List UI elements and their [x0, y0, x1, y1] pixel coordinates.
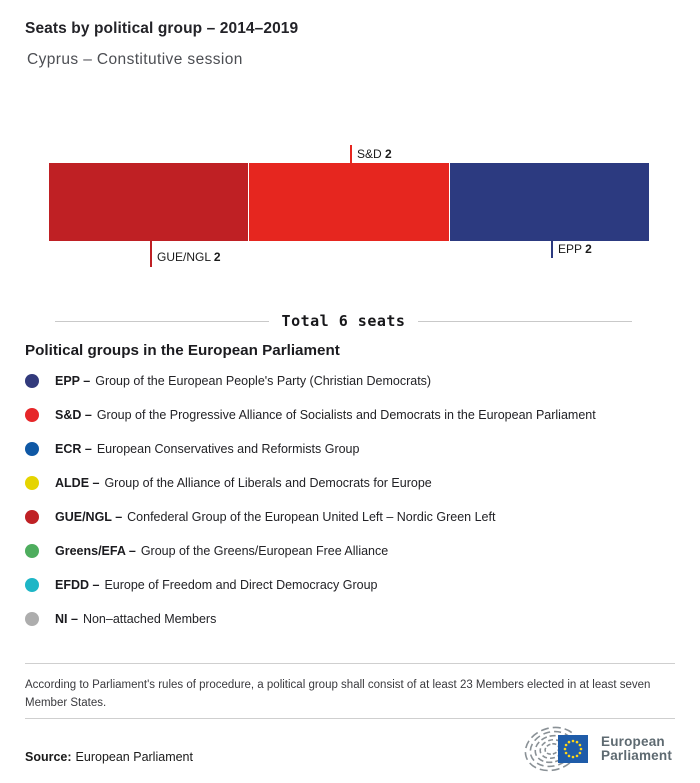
legend-list	[25, 364, 685, 636]
epp-callout-tick	[551, 241, 553, 258]
alde-color-dot-icon	[25, 476, 39, 490]
flourish-line-left	[55, 321, 269, 322]
legend-item-text: S&D – Group of the Progressive Alliance of Socialists and Democrats in the European Parliament	[55, 408, 596, 422]
epp-group-name: EPP	[558, 242, 582, 256]
legend-item-text: NI – Non–attached Members	[55, 612, 217, 626]
legend-item-text: GUE/NGL – Confederal Group of the European United Left – Nordic Green Left	[55, 510, 496, 524]
footnote-text: According to Parliament's rules of procedure, a political group shall consist of at least 23 Members elected in at least seven Member States.	[25, 679, 651, 710]
legend-item-text: EFDD – Europe of Freedom and Direct Democracy Group	[55, 578, 378, 592]
legend-item-greens-efa	[25, 534, 685, 568]
gue-ngl-callout-tick	[150, 241, 152, 267]
legend-item-alde	[25, 466, 685, 500]
sd-color-dot-icon	[25, 408, 39, 422]
page-title: Seats by political group – 2014–2019	[25, 20, 299, 37]
sd-group-name: S&D	[357, 147, 382, 161]
ep-logo-line2: Parliament	[601, 748, 673, 763]
ep-logo-text	[601, 735, 672, 763]
legend-heading: Political groups in the European Parliament	[25, 342, 340, 359]
source-line	[25, 750, 193, 764]
sd-callout-tick	[350, 145, 352, 163]
flourish-line-right	[418, 321, 632, 322]
ni-color-dot-icon	[25, 612, 39, 626]
source-value: European Parliament	[75, 750, 193, 764]
bar-segment-epp	[449, 163, 649, 241]
legend-item-sd	[25, 398, 685, 432]
gue-ngl-color-dot-icon	[25, 510, 39, 524]
source-label: Source:	[25, 750, 72, 764]
page-subtitle: Cyprus – Constitutive session	[27, 51, 243, 68]
ecr-color-dot-icon	[25, 442, 39, 456]
sd-seat-count: 2	[385, 147, 392, 161]
total-seats-row	[55, 312, 632, 330]
bar-segment-sd	[248, 163, 448, 241]
eu-flag-icon	[558, 735, 588, 763]
legend-item-ni	[25, 602, 685, 636]
legend-item-efdd	[25, 568, 685, 602]
legend-item-ecr	[25, 432, 685, 466]
bar-segment-gue-ngl	[49, 163, 248, 241]
legend-item-epp	[25, 364, 685, 398]
epp-callout-label	[558, 242, 592, 256]
greens-efa-color-dot-icon	[25, 544, 39, 558]
epp-seat-count: 2	[585, 242, 592, 256]
epp-color-dot-icon	[25, 374, 39, 388]
gue-ngl-seat-count: 2	[213, 250, 221, 264]
ep-logo	[524, 724, 672, 774]
hemicycle-icon	[524, 724, 594, 774]
legend-item-text: EPP – Group of the European People's Party (Christian Democrats)	[55, 374, 432, 388]
gue-ngl-group-name: GUE/NGL	[157, 250, 211, 264]
gue-ngl-callout-label	[157, 250, 221, 264]
ep-logo-line1: European	[601, 734, 665, 749]
footnote-rule-bottom	[25, 718, 675, 719]
legend-item-gue-ngl	[25, 500, 685, 534]
sd-callout-label	[357, 147, 392, 161]
total-seats-label: Total 6 seats	[281, 312, 406, 330]
seats-stacked-bar	[49, 163, 649, 241]
legend-item-text: ALDE – Group of the Alliance of Liberals and Democrats for Europe	[55, 476, 432, 490]
legend-item-text: Greens/EFA – Group of the Greens/European Free Alliance	[55, 544, 389, 558]
efdd-color-dot-icon	[25, 578, 39, 592]
legend-item-text: ECR – European Conservatives and Reformists Group	[55, 442, 360, 456]
footnote-rule-top	[25, 663, 675, 664]
